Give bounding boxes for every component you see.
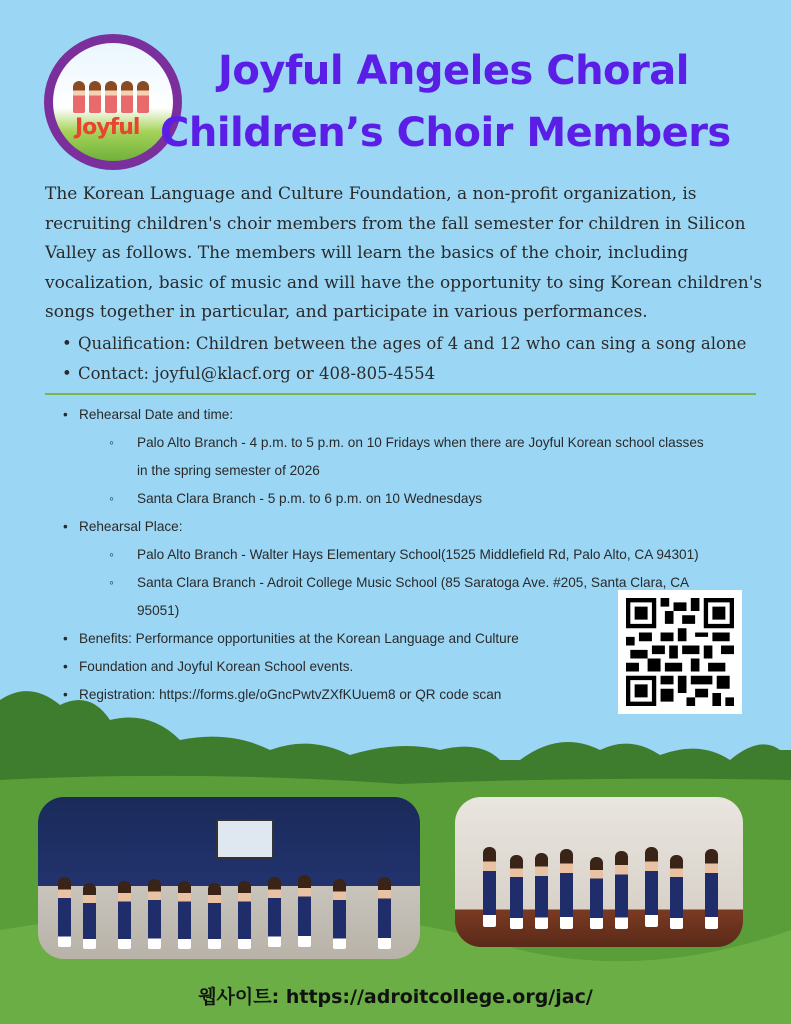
logo-text: Joyful bbox=[75, 115, 140, 140]
choir-photo-palo-alto bbox=[38, 797, 420, 959]
benefits-item: • Benefits: Performance opportunities at the Korean Language and Culture bbox=[79, 625, 779, 653]
qr-code-icon bbox=[626, 598, 734, 706]
registration-qr-code[interactable] bbox=[618, 590, 742, 714]
intro-paragraph: The Korean Language and Culture Foundation, a non-profit organization, is recruiting children's choir members from the fall semester for children in Silicon Valley as follows. The members will learn the basics of the choir, including vocalization, basic of music and will have the opportunity to sing Korean children's songs together in particular, and participate in various performances. bbox=[45, 184, 763, 322]
divider bbox=[45, 393, 756, 395]
benefits-cont-item: • Foundation and Joyful Korean School events. bbox=[79, 653, 779, 681]
palo-alto-time: ◦ Palo Alto Branch - 4 p.m. to 5 p.m. on 10 Fridays when there are Joyful Korean school classes bbox=[79, 429, 779, 457]
contact-item: • Contact: joyful@klacf.org or 408-805-4554 bbox=[62, 359, 746, 389]
palo-alto-time-cont: in the spring semester of 2026 bbox=[137, 463, 320, 478]
title-line-1: Joyful Angeles Choral bbox=[218, 48, 689, 94]
registration-item[interactable]: • Registration: https://forms.gle/oGncPwtvZXfKUuem8 or QR code scan bbox=[79, 681, 779, 709]
website-link[interactable]: 웹사이트: https://adroitcollege.org/jac/ bbox=[198, 986, 593, 1008]
palo-alto-place: ◦ Palo Alto Branch - Walter Hays Elementary School(1525 Middlefield Rd, Palo Alto, CA 94301) bbox=[79, 541, 779, 569]
rehearsal-place-label: • Rehearsal Place: bbox=[79, 513, 779, 541]
santa-clara-place: ◦ Santa Clara Branch - Adroit College Music School (85 Saratoga Ave. #205, Santa Clara, CA bbox=[79, 569, 779, 597]
logo-children-illustration bbox=[73, 81, 149, 113]
choir-photo-santa-clara bbox=[455, 797, 743, 947]
title-line-2: Children’s Choir Members bbox=[160, 110, 731, 156]
qualification-item: • Qualification: Children between the ages of 4 and 12 who can sing a song alone bbox=[62, 329, 746, 359]
santa-clara-place-cont: 95051) bbox=[137, 603, 180, 618]
rehearsal-time-label: • Rehearsal Date and time: bbox=[79, 401, 779, 429]
summary-list bbox=[62, 329, 746, 389]
santa-clara-time: ◦ Santa Clara Branch - 5 p.m. to 6 p.m. on 10 Wednesdays bbox=[79, 485, 779, 513]
